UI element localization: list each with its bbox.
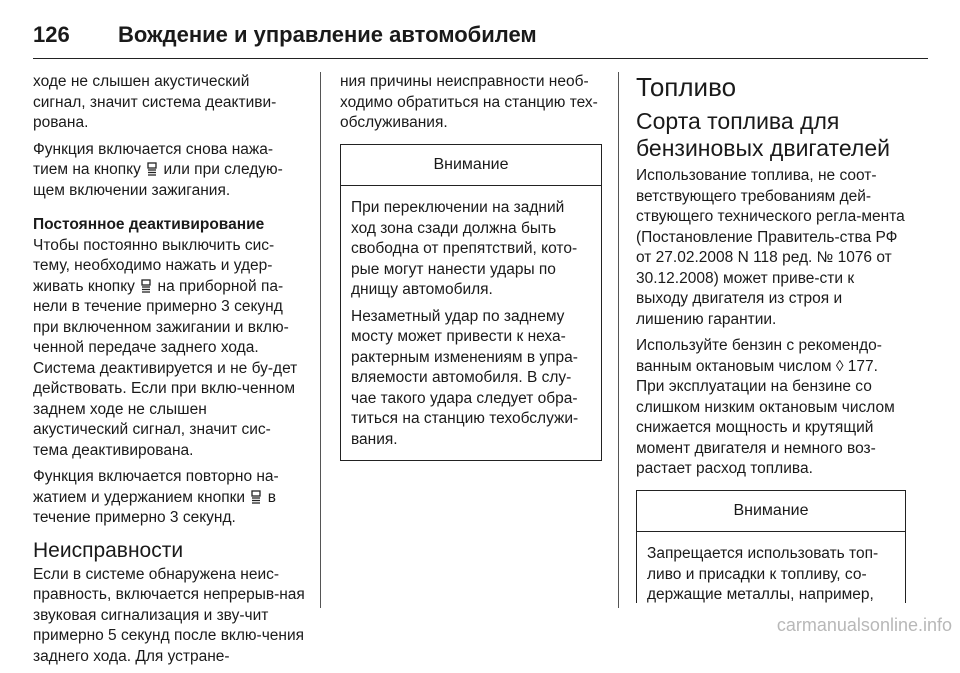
chapter-title: Вождение и управление автомобилем — [118, 22, 537, 47]
section-heading: Сорта топлива для бензиновых двигателей — [636, 108, 890, 161]
column-middle — [340, 72, 602, 461]
sub-heading: Постоянное деактивирование — [33, 216, 265, 233]
warning-body — [637, 532, 905, 603]
paragraph: Функция включается повторно на-жатием и удержанием кнопки в течение примерно 3 секунд. — [33, 468, 279, 526]
warning-title: Внимание — [637, 491, 905, 533]
parking-sensor-icon — [141, 279, 151, 293]
paragraph: ния причины неисправности необ-ходимо обратиться на станцию тех-обслуживания. — [340, 73, 598, 131]
parking-sensor-icon — [147, 162, 157, 176]
column-divider — [320, 72, 321, 608]
column-divider — [618, 72, 619, 608]
paragraph: Используйте бензин с рекомендо-ванным октановым числом ◊ 177. При эксплуатации на бензине со слишком низким октановым числом снижается мощность и крутящий момент двигателя и немного воз-растает расход топлива. — [636, 337, 895, 477]
paragraph: Если в системе обнаружена неис-правность, включается непрерыв-ная звуковая сигнализация и зву-чит примерно 5 секунд после вклю-чения заднего хода. Для устране- — [33, 565, 305, 665]
paragraph: Запрещается использовать топ-ливо и присадки к топливу, со-держащие металлы, например, — [647, 545, 879, 603]
page-number: 126 — [33, 22, 70, 47]
paragraph: Незаметный удар по заднему мосту может привести к неха-рактерным изменениям в упра-вляемости автомобиля. В слу-чае такого удара следует обра-титься на станцию техобслужи-вания. — [351, 307, 579, 448]
paragraph: Функция включается снова нажа-тием на кнопку или при следую-щем включении зажигания. — [33, 140, 283, 199]
column-right — [636, 72, 906, 603]
warning-title: Внимание — [341, 145, 601, 187]
watermark: carmanualsonline.info — [776, 615, 952, 635]
warning-box — [636, 490, 906, 603]
paragraph: ходе не слышен акустический сигнал, значит система деактиви-рована. — [33, 73, 277, 131]
paragraph: Использование топлива, не соот-ветствующего требованиям дей-ствующего технического регла-мента (Постановление Правитель-ства РФ от 27.02.2008 N 118 ред. № 1076 от 30.12.2008) может приве-сти к выходу двигателя из строя и лишению гарантии. — [636, 167, 905, 328]
main-heading: Топливо — [636, 72, 737, 102]
paragraph: Чтобы постоянно выключить сис-тему, необходимо нажать и удер-живать кнопку на приборной па-нели в течение примерно 3 секунд при включенном зажигании и вклю-ченной передаче заднего хода. Система деактивируется и не бу-дет действовать. Если при вклю-ченном заднем ходе не слышен акустический сигнал, значит сис-тема деактивирована. — [33, 236, 298, 459]
paragraph: При переключении на задний ход зона сзади должна быть свободна от препятствий, кото-рые могут нанести удары по днищу автомобиля. — [351, 199, 578, 298]
section-heading: Неисправности — [33, 538, 184, 562]
page-header — [33, 10, 928, 59]
column-left — [33, 72, 305, 673]
warning-body — [341, 186, 601, 460]
page-reference: ◊ 177. — [835, 357, 878, 375]
parking-sensor-icon — [251, 490, 261, 504]
warning-box — [340, 144, 602, 462]
